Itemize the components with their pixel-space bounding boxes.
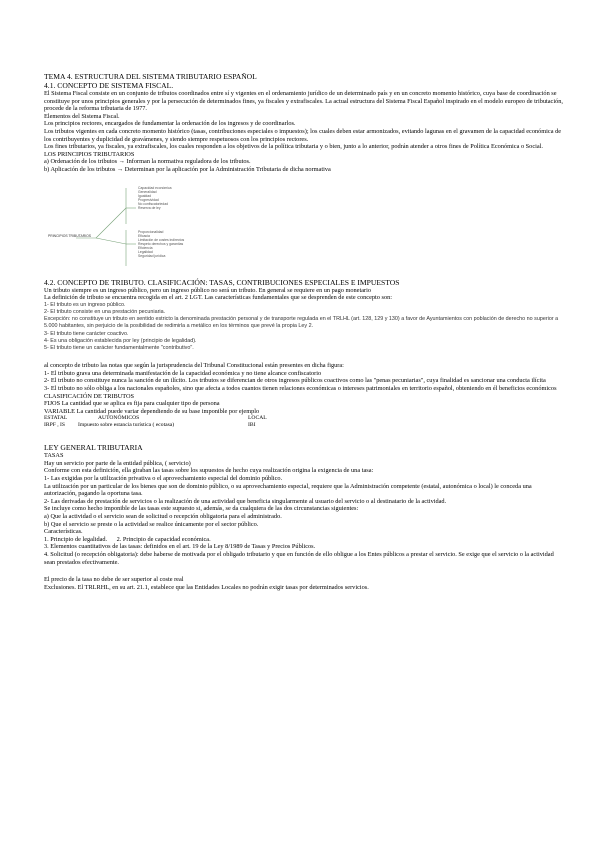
paragraph: b) Que el servicio se preste o la actividad se realice únicamente por el sector público. [44,520,259,528]
document-page [44,72,564,591]
diagram-item: Legalidad [138,249,153,254]
paragraph: El Sistema Fiscal consiste en un conjunto de tributos coordinados entre sí y vigentes en el ordenamiento jurídico de un determinado país y en un concreto momento histórico, cuya base de coordinación se constituye por unos principios generales y por la persecución de determinados fines, ya fiscales y extrafiscales. La actual estructura del Sistema Fiscal Español inspirado en el modelo europeo de tributación, procede de la reforma tributaria de 1977. [44,90,563,113]
diagram-item: Reserva de ley [138,205,161,210]
diagram-item: Capacidad económica [138,185,172,190]
exception-note: Excepción: no constituye un tributo en sentido estricto la denominada prestación personal y de transporte regulada en el TRLHL (art. 128, 129 y 130) a favor de Ayuntamientos con población de derecho no superior a 5.000 habitantes, sin perjuicio de la posibilidad de redimirla a metálico en los términos que prevé la propia Ley 2. [44,316,559,330]
lgt-heading: LEY GENERAL TRIBUTARIA [44,443,143,453]
paragraph: Conforme con esta definición, ella giraban las tasas sobre los supuestos de hecho cuya realización origina la exigencia de una tasa: [44,467,374,475]
paragraph: al concepto de tributo las notas que según la jurisprudencia del Tribunal Constitucional están presentes en dicha figura: [44,362,344,370]
principles-diagram [44,178,564,272]
principle-b: b) Aplicación de los tributos → Determinan por la aplicación por la Administración Tributaria de dicha normativa [44,165,331,173]
characteristics-title: Características. [44,528,83,536]
connector-line [96,208,126,238]
tasas-title: TASAS [44,452,64,460]
fijos-label: FIJOS [44,400,61,408]
tax-table [44,415,344,429]
paragraph: Los fines tributarios, ya fiscales, ya extrafiscales, los cuales responden a los objetivos de la política tributaria y o bien, junto a lo anterior, podrán atender a otros fines de Política Económica o Social. [44,143,543,151]
table-cell: IBI [248,422,256,429]
diagram-connectors [44,178,564,272]
characteristic-item: 2- El tributo consiste en una prestación pecuniaria. [44,308,166,315]
table-header-cell: AUTONÓMICOS [98,415,140,422]
paragraph: La definición de tributo se encuentra recogida en el art. 2 LGT. Las características fundamentales que se desprenden de este concepto son: [44,294,392,302]
table-cell: Impuesto sobre estancia turística ( ecotasa) [78,422,175,429]
paragraph: La utilización por un particular de los bienes que son de dominio público, o su aprovechamiento especial, requiere que la Administración competente (estatal, autonómica o local) le conceda una autorización, pagando la oportuna tasa. [44,482,532,498]
paragraph: 4. Solicitud (o recepción obligatoria): debe haberse de motivada por el obligado tributario y que en función de ello obligue a los Entes públicos a prestar el servicio. Se exige que el servicio o la actividad sean prestados efectivamente. [44,551,554,566]
paragraph: Los tributos vigentes en cada concreto momento histórico (tasas, contribuciones especiales o impuestos); los cuales deben estar armonizados, evitando lagunas en el gravamen de la capacidad económica de los contribuyentes y duplicidad de gravámenes, y siendo siempre respetuosos con los principios rectores. [44,127,562,143]
diagram-lower-group [138,230,184,258]
paragraph: Exclusiones. El TRLRHL, en su art. 21.1, establece que las Entidades Locales no podrán exigir tasas por determinados servicios. [44,583,369,591]
principles-title: LOS PRINCIPIOS TRIBUTARIOS [44,150,135,158]
table-row [44,422,344,429]
diagram-item: Seguridad jurídica [138,253,166,258]
diagram-item: Limitación de costes indirectos [138,237,185,242]
paragraph: 2- Las derivadas de prestación de servicios o la realización de una actividad que beneficia singularmente al usuario del servicio o al destinatario de la actividad. [44,497,447,505]
variable-text: La cantidad puede variar dependiendo de su base imponible por ejemplo [76,407,260,415]
paragraph: Un tributo siempre es un ingreso público, pero un ingreso público no será un tributo. En general se requiere en un pago monetario [44,286,372,294]
paragraph: Se incluye como hecho imponible de las tasas este supuesto si, además, se da cualquiera de las dos circunstancias siguientes: [44,505,359,513]
paragraph: a) Que la actividad o el servicio sean de solicitud o recepción obligatoria para el administrado. [44,513,282,521]
section-4-1-heading: 4.1. CONCEPTO DE SISTEMA FISCAL. [44,81,174,90]
diagram-item: Generalidad [138,189,157,194]
fijos-text: La cantidad que se aplica es fija para cualquier tipo de persona [61,400,220,408]
characteristic-item: 1- El tributo es un ingreso público. [44,301,126,308]
diagram-upper-group [138,186,172,210]
connector-line [96,238,126,244]
jurisprudence-item: 1- El tributo grava una determinada manifestación de la capacidad económica y no tiene alcance confiscatorio [44,369,322,377]
diagram-item: Proporcionalidad [138,229,164,234]
section-4-2-heading: 4.2. CONCEPTO DE TRIBUTO. CLASIFICACIÓN: TASAS, CONTRIBUCIONES ESPECIALES E IMPUESTOS [44,277,400,287]
diagram-item: No confiscatoriedad [138,201,168,206]
paragraph: Hay un servicio por parte de la entidad pública, ( servicio) [44,459,191,467]
elements-title: Elementos del Sistema Fiscal. [44,112,120,120]
principle-a: a) Ordenación de los tributos → Informan la normativa reguladora de los tributos. [44,158,251,166]
table-header-cell: ESTATAL [44,415,68,422]
paragraph: Los principios rectores, encargados de fundamentar la ordenación de los ingresos y de coordinarlos. [44,120,296,128]
jurisprudence-item: 3- El tributo no sólo obliga a los nacionales españoles, sino que afecta a todos cuantos tienen relaciones económicas o intereses patrimoniales en territorio español, obteniendo en él beneficios económicos [44,384,557,392]
classification-title: CLASIFICACIÓN DE TRIBUTOS [44,392,135,400]
document-title: TEMA 4. ESTRUCTURA DEL SISTEMA TRIBUTARIO ESPAÑOL [44,72,257,81]
diagram-item: Respeto derechos y garantías [138,241,184,246]
variable-label: VARIABLE [44,407,76,415]
characteristic-item: 5- El tributo tiene un carácter fundamentalmente "contributivo". [44,344,194,351]
paragraph: El precio de la tasa no debe de ser superior al coste real [44,576,184,584]
fijos-line [44,400,564,408]
diagram-item: Igualdad [138,193,152,198]
jurisprudence-item: 2- El tributo no constituye nunca la sanción de un ilícito. Los tributos se diferencian de otros ingresos públicos coactivos como las "penas pecuniarias", cuya finalidad es sancionar una conducta ilícita [44,377,546,385]
table-cell: IRPF , IS [44,422,65,429]
diagram-item: Eficacia [138,233,150,238]
diagram-item: Eficiencia [138,245,153,250]
characteristic-item: 3- El tributo tiene carácter coactivo. [44,330,129,337]
table-header-cell: LOCAL [248,415,267,422]
paragraph: 3. Elementos cuantitativos de las tasas: definidos en el art. 19 de la Ley 8/1989 de Tasas y Precios Públicos. [44,543,316,551]
diagram-item: Progresividad [138,197,159,202]
paragraph: 1. Principio de legalidad. 2. Principio de capacidad económica. [44,535,211,543]
characteristic-item: 4- Es una obligación establecida por ley (principio de legalidad). [44,337,197,344]
diagram-root-label: PRINCIPIOS TRIBUTARIOS [48,233,92,238]
paragraph: 1- Las exigidas por la utilización privativa o el aprovechamiento especial del dominio público. [44,475,283,483]
